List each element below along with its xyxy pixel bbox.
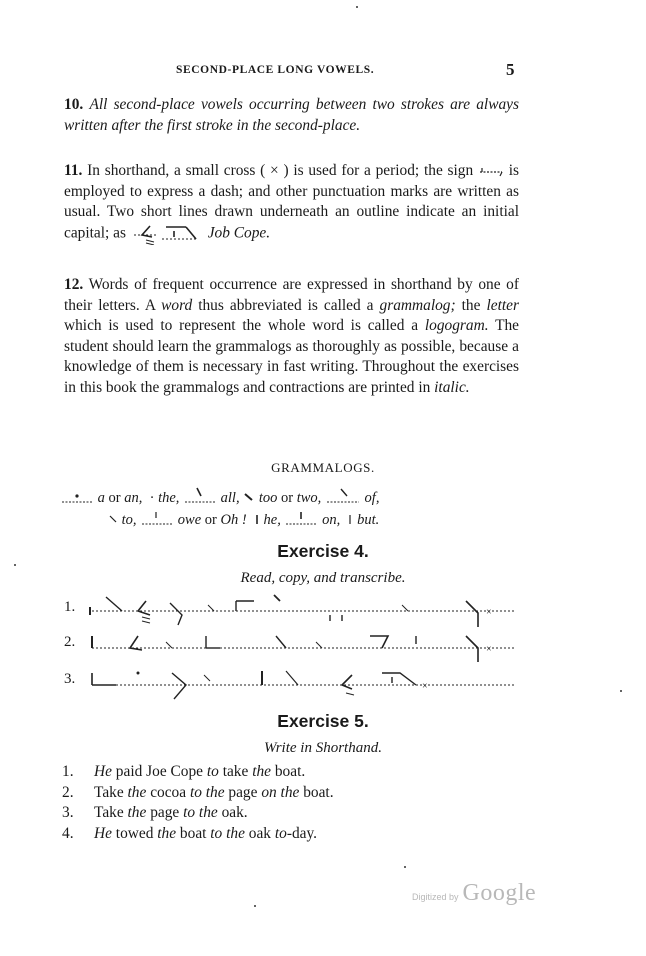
paragraph-text: is employed to express a dash; and other punctuation marks are written as usual. Two short lines drawn underneath an outline indicate an initial capital; as — [64, 162, 519, 242]
grammalog-row-1: a or an, · the, all, too or two, of, — [60, 486, 379, 507]
grammalog-or: or — [108, 490, 121, 506]
paragraph-text: All second-place vowels occurring between two strokes are always written after the first stroke in the second-place. — [64, 96, 519, 134]
exercise-5-sentences — [62, 762, 334, 844]
sentence-text: oak. — [217, 804, 248, 821]
sentence-number: 1. — [62, 763, 74, 780]
shorthand-line-2 — [64, 628, 524, 662]
digitized-watermark — [412, 880, 536, 907]
grammalog-word: owe — [177, 512, 202, 528]
paragraph-10 — [64, 95, 519, 136]
paragraph-number: 10. — [64, 96, 84, 113]
sentence-text: cocoa — [146, 783, 190, 801]
sentence-text: boat. — [299, 783, 334, 801]
exercise-5-subtitle: Write in Shorthand. — [264, 740, 382, 756]
svg-text:×: × — [486, 607, 492, 618]
term-italic: italic. — [434, 378, 470, 396]
line-number: 3. — [64, 671, 76, 687]
vertical-tick-icon — [347, 512, 353, 526]
scan-speck — [254, 905, 256, 907]
sentence-item — [62, 824, 334, 845]
scan-speck — [404, 866, 406, 868]
slant-dash-icon — [325, 486, 361, 504]
sentence-text: -day. — [286, 824, 318, 842]
term-letter: letter — [486, 296, 519, 314]
vertical-tick-icon — [254, 512, 260, 526]
grammalog-text: He — [94, 763, 112, 780]
grammalog-text: He — [94, 824, 112, 842]
grammalog-row-2 — [108, 508, 379, 529]
dash-sign-icon — [478, 165, 504, 177]
sentence-text: paid Joe Cope — [111, 763, 207, 780]
paragraph-number: 11. — [64, 162, 83, 179]
exercise-4-subtitle: Read, copy, and transcribe. — [240, 570, 406, 586]
grammalog-text: on the — [261, 783, 300, 801]
sentence-item — [62, 803, 334, 824]
tick-dash-icon — [140, 508, 174, 526]
paragraph-text: which is used to represent the whole word is called a — [64, 317, 419, 335]
scan-speck — [14, 564, 16, 566]
sentence-text: Take — [94, 804, 128, 821]
shorthand-outline-1 — [86, 593, 526, 629]
slant-stroke-icon — [108, 513, 118, 525]
paragraph-text: In shorthand, a small cross ( × ) is used for a period; the sign — [87, 162, 474, 179]
sentence-text: oak — [244, 824, 275, 842]
tick-dash-icon — [284, 508, 318, 526]
grammalog-word: Oh ! — [220, 512, 247, 528]
sentence-text: towed — [111, 824, 158, 842]
grammalog-word: he, — [263, 512, 281, 528]
grammalog-word: on, — [322, 512, 341, 528]
grammalog-text: the — [252, 763, 271, 780]
grammalogs-heading: GRAMMALOGS. — [271, 460, 375, 475]
grammalog-word: too — [258, 490, 278, 506]
grammalog-word: to, — [121, 512, 137, 528]
grammalog-text: to — [206, 763, 219, 780]
sentence-text: boat. — [271, 763, 306, 780]
sentence-item — [62, 762, 334, 783]
grammalog-text: to the — [210, 824, 245, 842]
paragraph-11 — [64, 161, 519, 245]
grammalog-or: or — [204, 512, 217, 528]
sentence-number: 2. — [62, 783, 74, 801]
shorthand-line-3 — [64, 665, 524, 699]
grammalog-word: two, — [296, 490, 322, 506]
paragraph-number: 12. — [64, 276, 84, 293]
grammalog-or: or — [281, 490, 294, 506]
dash-dot-shorthand-icon — [183, 486, 217, 504]
grammalog-text: to — [274, 824, 287, 842]
sentence-text: page — [224, 783, 262, 801]
paragraph-text: The student should learn the grammalogs as thoroughly as possible, because a knowledge of them is necessary in fast writing. Throughout the exercises in this book the grammalogs and contractions are printed in — [64, 317, 519, 396]
slant-stroke-icon — [243, 491, 255, 503]
scan-speck — [356, 6, 358, 8]
shorthand-outline-2 — [86, 628, 526, 664]
exercise-4-title: Exercise 4. — [277, 541, 369, 561]
grammalog-text: the — [127, 783, 147, 801]
paragraph-text: Words of frequent occurrence are expressed in shorthand by one of their letters. A — [64, 276, 520, 314]
grammalog-word: of, — [364, 490, 380, 506]
scan-speck — [620, 690, 622, 692]
shorthand-capital-example — [130, 223, 204, 245]
grammalog-word: all, — [220, 490, 240, 506]
paragraph-text: the — [461, 296, 481, 314]
term-word: word — [161, 296, 193, 314]
example-text: Job Cope. — [207, 224, 271, 242]
grammalog-word: an, — [124, 490, 143, 506]
grammalog-text: to the — [183, 804, 218, 821]
shorthand-outline-3 — [86, 665, 526, 701]
paragraph-text: thus abbreviated is called a — [198, 296, 374, 314]
watermark-logo-text: Google — [462, 880, 537, 906]
dot-dash-shorthand-icon — [60, 490, 94, 504]
sentence-text: boat — [176, 824, 211, 842]
sentence-text: Take — [94, 783, 128, 801]
svg-text:×: × — [486, 644, 492, 655]
exercise-5-title: Exercise 5. — [277, 711, 369, 731]
running-title: SECOND-PLACE LONG VOWELS. — [176, 64, 375, 76]
sentence-number: 4. — [62, 824, 74, 842]
watermark-small-text: Digitized by — [412, 892, 459, 902]
sentence-item — [62, 783, 334, 804]
sentence-text: take — [218, 763, 253, 780]
sentence-number: 3. — [62, 804, 74, 821]
page-number: 5 — [506, 60, 515, 79]
shorthand-line-1 — [64, 593, 524, 627]
term-logogram: logogram. — [424, 317, 489, 335]
grammalog-text: the — [127, 804, 147, 821]
grammalog-text: the — [157, 824, 177, 842]
grammalog-text: to the — [189, 783, 225, 801]
line-number: 2. — [64, 634, 76, 650]
line-number: 1. — [64, 599, 76, 615]
grammalog-word: a — [97, 490, 105, 506]
grammalog-word: but. — [357, 512, 380, 528]
term-grammalog: grammalog; — [379, 296, 456, 314]
grammalog-word: the, — [158, 490, 180, 506]
svg-text:×: × — [422, 681, 428, 692]
sentence-text: page — [146, 804, 184, 821]
paragraph-12 — [64, 275, 519, 399]
